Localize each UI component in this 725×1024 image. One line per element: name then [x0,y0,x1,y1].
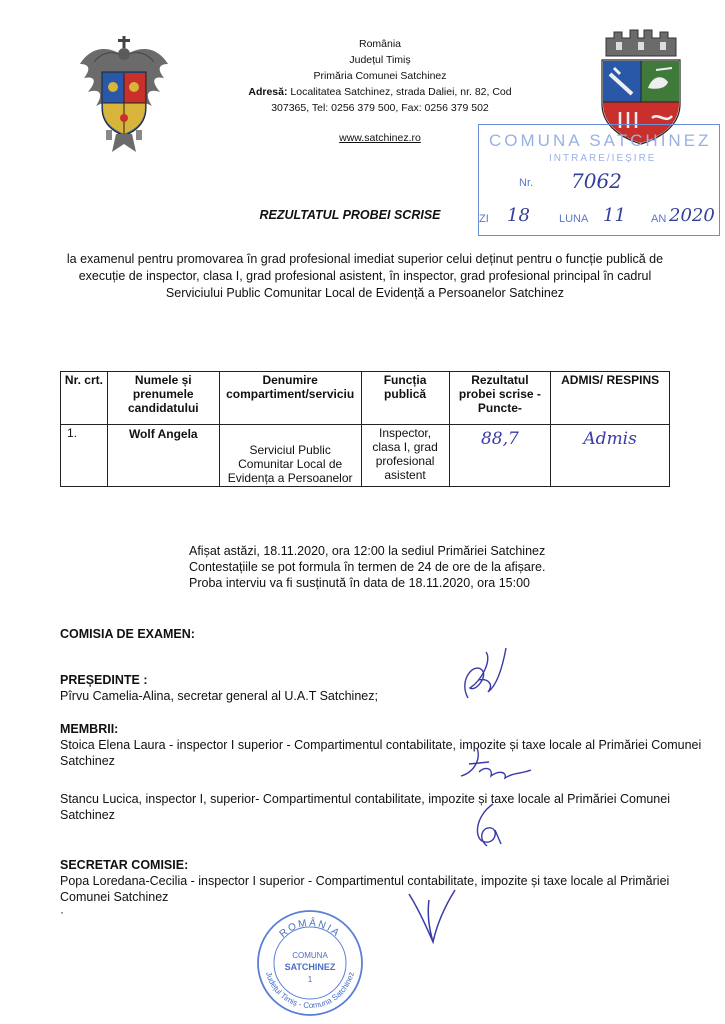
col-header-nr: Nr. crt. [61,372,108,425]
president-text: Pîrvu Camelia-Alina, secretar general al U.A.T Satchinez; [60,689,378,703]
svg-text:ROMÂNIA [278,916,343,940]
registration-zi-label: ZI [479,213,489,225]
notice-line-interview: Proba interviu va fi susținută în data de 18.11.2020, ora 15:00 [189,576,530,590]
col-header-department: Denumire compartiment/serviciu [219,372,361,425]
notice-line-appeals: Contestațiile se pot formula în termen de 24 de ore de la afișare. [189,560,546,574]
col-header-points: Rezultatul probei scrise -Puncte- [449,372,551,425]
romania-coat-of-arms-icon [76,34,172,160]
member-2-text: Stancu Lucica, inspector I, superior- Compartimentul contabilitate, impozite și taxe locale al Primăriei Comunei Satchinez [60,792,670,822]
cell-result [551,425,670,487]
table-row [61,425,670,487]
cell-function: Inspector, clasa I, grad profesional asistent [361,425,449,487]
cell-department [219,425,361,487]
website-link[interactable]: www.satchinez.ro [339,132,421,144]
registration-stamp-subtitle: INTRARE/IEȘIRE [549,153,657,164]
registration-stamp-title: COMUNA SATCHINEZ [489,131,712,150]
address-line1: Localitatea Satchinez, strada Daliei, nr. 82, Cod [287,86,512,98]
members-block [60,721,710,769]
posting-notice [189,543,545,591]
document-intro: la examenul pentru promovarea în grad profesional imediat superior celui deținut pentru o funcție publică de execuție de inspector, clasa I, grad profesional asistent, în inspector, grad profesional principal în cadrul Serviciului Public Comunitar Local de Evidență a Persoanelor Satchinez [66,252,664,300]
header-county: Județul Timiș [349,54,411,66]
seal-top-text: ROMÂNIA [277,917,343,940]
secretary-signature-icon [405,884,475,946]
official-seal-icon [255,908,365,1018]
col-header-name: Numele și prenumele candidatului [107,372,219,425]
header-country: România [358,38,402,50]
president-block [60,672,710,704]
registration-nr-label: Nr. [519,177,534,189]
col-header-function: Funcția publică [361,372,449,425]
commission-heading-block [60,626,710,642]
member-1-signature-icon [455,742,535,790]
registration-luna-label: LUNA [559,213,589,225]
president-signature-icon [448,640,518,710]
member-2-signature-icon [465,800,515,848]
document-title: REZULTATUL PROBEI SCRISE [259,208,441,222]
address-label: Adresă: [248,86,288,98]
cell-nr: 1. [61,425,108,487]
cell-points-handwritten: 88,7 [480,429,519,449]
table-header-row [61,372,670,425]
stray-mark: · [60,905,64,919]
seal-number: 1 [307,975,313,984]
registration-an-label: AN [651,213,667,225]
header-address-line2: 307365, Tel: 0256 379 500, Fax: 0256 379 502 [271,102,489,114]
seal-middle-1: COMUNA [292,951,328,960]
members-heading: MEMBRII: [60,722,119,736]
secretary-heading: SECRETAR COMISIE: [60,858,189,872]
commission-heading: COMISIA DE EXAMEN: [60,627,195,641]
seal-bottom-text: Județul Timiș - Comuna Satchinez [264,970,356,1011]
header-address [230,84,530,100]
registration-zi-value: 18 [507,205,530,226]
cell-points [449,425,551,487]
president-heading: PREȘEDINTE : [60,673,148,687]
registration-an-value: 2020 [669,205,715,226]
cell-name: Wolf Angela [107,425,219,487]
secretary-block [60,857,710,905]
seal-middle-2: SATCHINEZ [284,962,336,972]
cell-department-text: Serviciul Public Comunitar Local de Evidența a Persoanelor [227,443,353,485]
notice-line-posted: Afișat astăzi, 18.11.2020, ora 12:00 la sediul Primăriei Satchinez [189,544,546,558]
registration-nr-value: 7062 [571,169,622,193]
results-table [60,371,670,487]
col-header-result: ADMIS/ RESPINS [551,372,670,425]
header-institution: Primăria Comunei Satchinez [313,70,447,82]
cell-result-handwritten: Admis [583,429,637,449]
member-1-text: Stoica Elena Laura - inspector I superior - Compartimentul contabilitate, impozite și taxe locale al Primăriei Comunei Satchinez [60,738,702,768]
member-2-block [60,791,710,823]
secretary-text: Popa Loredana-Cecilia - inspector I superior - Compartimentul contabilitate, impozite și taxe locale al Primăriei Comunei Satchinez [60,874,670,904]
registration-luna-value: 11 [603,205,626,226]
